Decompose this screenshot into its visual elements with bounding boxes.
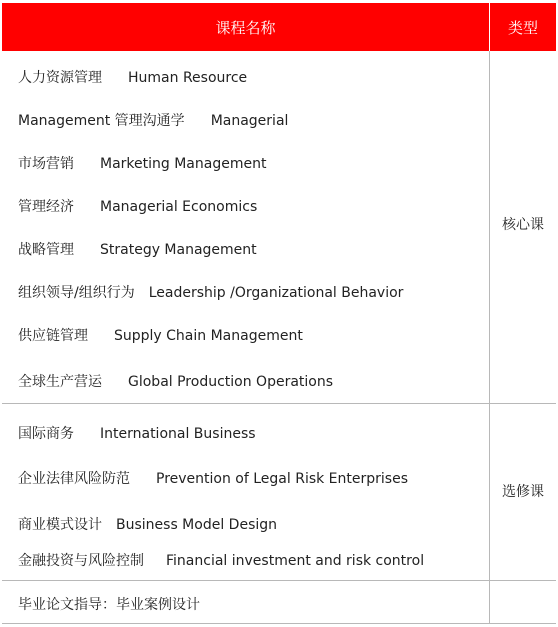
- course-name-cn: 商业模式设计: [18, 517, 102, 533]
- course-name-cn: 管理经济: [18, 199, 74, 215]
- group-divider: [2, 580, 556, 581]
- course-name-en: Business Model Design: [116, 517, 278, 533]
- course-name-cn: 全球生产营运: [18, 374, 102, 390]
- course-name-en: Leadership /Organizational Behavior: [148, 285, 404, 301]
- course-name-en: Strategy Management: [100, 242, 257, 258]
- table-row: [18, 284, 403, 302]
- course-name-en: Global Production Operations: [128, 374, 334, 390]
- header-type: 类型: [507, 18, 538, 37]
- table-row: [18, 425, 256, 443]
- table-row: [18, 327, 303, 345]
- course-name-cn: 供应链管理: [18, 328, 88, 344]
- course-name-cn: 金融投资与风险控制: [18, 553, 144, 569]
- table-row: [18, 241, 257, 259]
- course-type-elective: 选修课: [502, 484, 544, 500]
- table-bottom-border: [2, 623, 556, 624]
- course-name-cn: 毕业论文指导：毕业案例设计: [18, 597, 200, 613]
- table-row: [18, 596, 200, 614]
- table-row: [18, 373, 333, 391]
- course-name-en: Human Resource: [128, 70, 248, 86]
- course-name-en: Supply Chain Management: [114, 328, 303, 344]
- course-name-en: Managerial Economics: [100, 199, 258, 215]
- course-name-en: Prevention of Legal Risk Enterprises: [156, 471, 408, 487]
- table-row: [18, 112, 288, 130]
- header-course-name: 课程名称: [215, 18, 276, 37]
- table-row: [18, 155, 266, 173]
- table-header: [2, 3, 556, 51]
- course-name-en: International Business: [100, 426, 256, 442]
- course-name-cn: 人力资源管理: [18, 70, 102, 86]
- course-table: [2, 3, 556, 624]
- table-row: [18, 69, 247, 87]
- course-name-cn: 国际商务: [18, 426, 74, 442]
- group-divider: [2, 403, 556, 404]
- table-row: [18, 516, 277, 534]
- course-name-cn: Management 管理沟通学: [18, 113, 185, 129]
- table-row: [18, 470, 408, 488]
- course-name-cn: 企业法律风险防范: [18, 471, 130, 487]
- course-name-en: Managerial: [210, 113, 289, 129]
- course-name-cn: 战略管理: [18, 242, 74, 258]
- column-divider: [489, 51, 490, 624]
- course-name-cn: 组织领导/组织行为: [18, 285, 135, 301]
- course-type-core: 核心课: [502, 217, 544, 233]
- table-row: [18, 552, 424, 570]
- course-name-en: Marketing Management: [100, 156, 267, 172]
- course-name-en: Financial investment and risk control: [166, 553, 425, 569]
- course-name-cn: 市场营销: [18, 156, 74, 172]
- table-row: [18, 198, 257, 216]
